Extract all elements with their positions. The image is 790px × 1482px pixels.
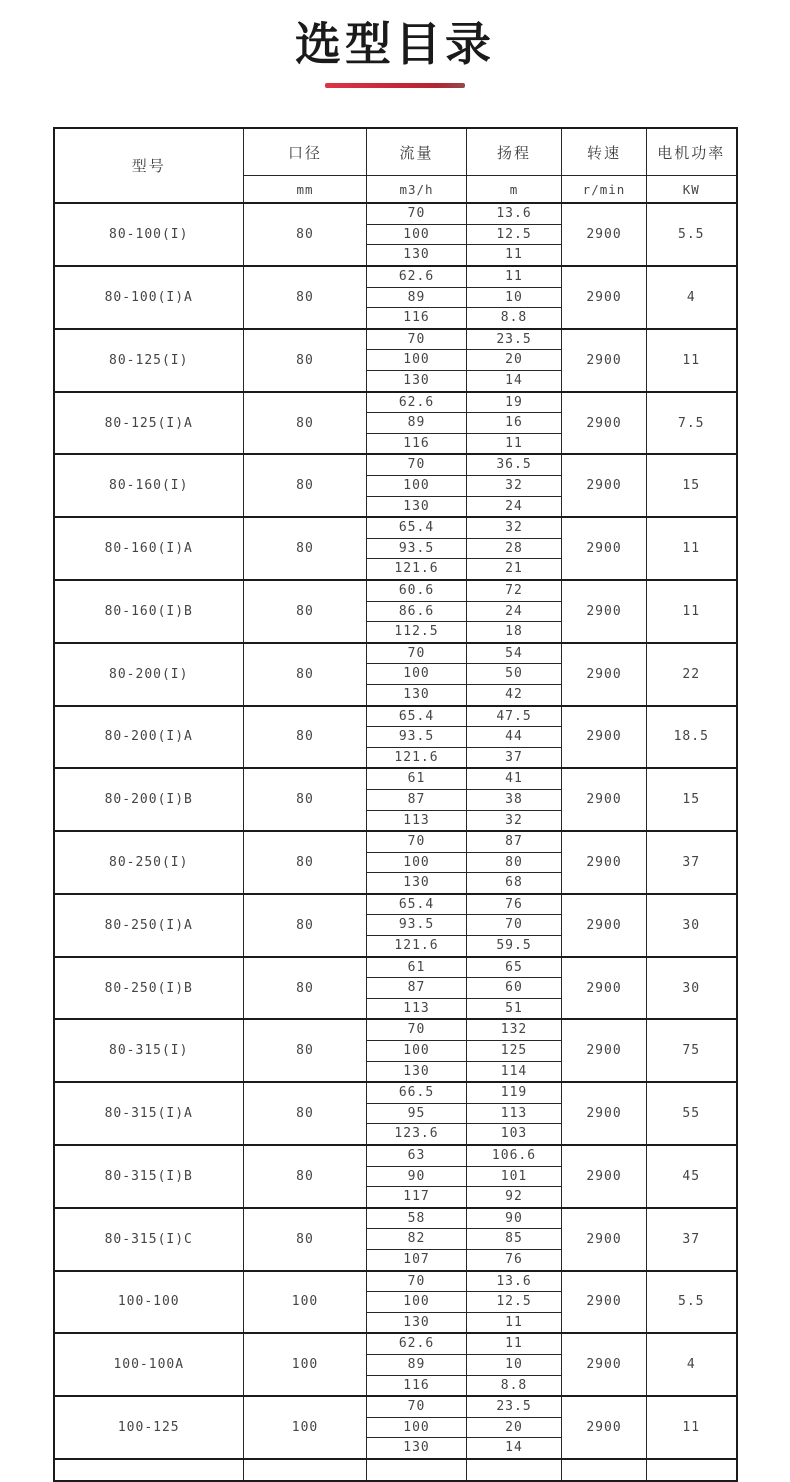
head-value: 54 — [505, 645, 523, 661]
head-value: 20 — [467, 349, 561, 370]
model-cell: 80-160(I)B — [54, 580, 244, 643]
flow-cell — [367, 768, 467, 831]
power-cell: 5.5 — [647, 1271, 737, 1334]
model-cell: 80-315(I)C — [54, 1208, 244, 1271]
table-row — [54, 1082, 737, 1145]
head-cell — [467, 392, 562, 455]
table-row-partial — [54, 1459, 737, 1481]
speed-cell: 2900 — [562, 1082, 647, 1145]
flow-value: 95 — [367, 1103, 466, 1124]
flow-value: 90 — [367, 1166, 466, 1187]
table-header — [54, 128, 737, 203]
head-value: 32 — [467, 810, 561, 831]
head-value: 36.5 — [496, 457, 532, 473]
head-value: 41 — [505, 771, 523, 787]
head-value: 47.5 — [496, 708, 532, 724]
table-row — [54, 1019, 737, 1082]
unit-diameter: mm — [244, 176, 367, 204]
flow-value: 116 — [367, 307, 466, 328]
flow-cell — [367, 1396, 467, 1459]
table-row — [54, 1396, 737, 1459]
diameter-cell: 80 — [244, 266, 367, 329]
head-cell — [467, 957, 562, 1020]
head-value: 16 — [467, 412, 561, 433]
power-cell: 4 — [647, 266, 737, 329]
table-row — [54, 517, 737, 580]
speed-cell: 2900 — [562, 580, 647, 643]
head-value: 11 — [467, 1312, 561, 1333]
unit-speed: r/min — [562, 176, 647, 204]
head-value: 119 — [500, 1085, 528, 1101]
empty-cell — [54, 1459, 244, 1481]
col-header-model: 型号 — [54, 128, 244, 203]
head-cell — [467, 1271, 562, 1334]
speed-cell: 2900 — [562, 1208, 647, 1271]
flow-value: 63 — [407, 1148, 426, 1164]
flow-value: 93.5 — [367, 538, 466, 559]
power-cell: 11 — [647, 517, 737, 580]
diameter-cell: 80 — [244, 1208, 367, 1271]
head-value: 14 — [467, 1437, 561, 1458]
flow-value: 112.5 — [367, 621, 466, 642]
col-header-power: 电机功率 — [647, 128, 737, 176]
head-value: 90 — [505, 1210, 523, 1226]
table-row — [54, 894, 737, 957]
flow-value: 130 — [367, 872, 466, 893]
col-header-diameter: 口径 — [244, 128, 367, 176]
diameter-cell: 80 — [244, 580, 367, 643]
flow-value: 66.5 — [398, 1085, 435, 1101]
empty-cell — [467, 1459, 562, 1481]
head-value: 87 — [505, 834, 523, 850]
head-value: 13.6 — [496, 206, 532, 222]
head-cell — [467, 1145, 562, 1208]
head-value: 125 — [467, 1040, 561, 1061]
head-value: 68 — [467, 872, 561, 893]
head-cell — [467, 768, 562, 831]
power-cell: 11 — [647, 1396, 737, 1459]
head-cell — [467, 1019, 562, 1082]
empty-cell — [367, 1459, 467, 1481]
head-value: 11 — [505, 269, 523, 285]
speed-cell: 2900 — [562, 1019, 647, 1082]
flow-value: 70 — [407, 331, 426, 347]
table-row — [54, 768, 737, 831]
head-cell — [467, 831, 562, 894]
flow-value: 100 — [367, 475, 466, 496]
empty-cell — [647, 1459, 737, 1481]
model-cell: 80-200(I)B — [54, 768, 244, 831]
model-cell: 80-200(I)A — [54, 706, 244, 769]
flow-value: 70 — [407, 1399, 426, 1415]
power-cell: 30 — [647, 957, 737, 1020]
flow-cell — [367, 329, 467, 392]
flow-value: 100 — [367, 1040, 466, 1061]
head-cell — [467, 894, 562, 957]
power-cell: 5.5 — [647, 203, 737, 266]
head-value: 113 — [467, 1103, 561, 1124]
flow-value: 100 — [367, 224, 466, 245]
model-cell: 80-160(I) — [54, 454, 244, 517]
flow-value: 93.5 — [367, 726, 466, 747]
flow-value: 89 — [367, 1354, 466, 1375]
model-cell: 80-125(I)A — [54, 392, 244, 455]
flow-cell — [367, 1208, 467, 1271]
head-value: 14 — [467, 370, 561, 391]
head-value: 20 — [467, 1417, 561, 1438]
flow-value: 130 — [367, 684, 466, 705]
empty-cell — [562, 1459, 647, 1481]
diameter-cell: 80 — [244, 1145, 367, 1208]
head-cell — [467, 1082, 562, 1145]
head-value: 37 — [467, 747, 561, 768]
flow-cell — [367, 957, 467, 1020]
model-cell: 80-250(I) — [54, 831, 244, 894]
power-cell: 11 — [647, 329, 737, 392]
head-value: 59.5 — [467, 935, 561, 956]
head-cell — [467, 329, 562, 392]
flow-value: 61 — [407, 959, 426, 975]
power-cell: 15 — [647, 768, 737, 831]
diameter-cell: 80 — [244, 706, 367, 769]
table-row — [54, 1145, 737, 1208]
diameter-cell: 80 — [244, 768, 367, 831]
head-value: 42 — [467, 684, 561, 705]
flow-cell — [367, 1082, 467, 1145]
flow-value: 130 — [367, 244, 466, 265]
power-cell: 7.5 — [647, 392, 737, 455]
head-value: 72 — [505, 582, 523, 598]
model-cell: 100-100 — [54, 1271, 244, 1334]
head-value: 10 — [467, 287, 561, 308]
flow-value: 123.6 — [367, 1123, 466, 1144]
diameter-cell: 100 — [244, 1396, 367, 1459]
table-row — [54, 1208, 737, 1271]
col-header-flow: 流量 — [367, 128, 467, 176]
head-cell — [467, 1396, 562, 1459]
diameter-cell: 80 — [244, 392, 367, 455]
speed-cell: 2900 — [562, 768, 647, 831]
flow-value: 87 — [367, 789, 466, 810]
head-value: 32 — [505, 520, 523, 536]
speed-cell: 2900 — [562, 454, 647, 517]
model-cell: 80-315(I)A — [54, 1082, 244, 1145]
power-cell: 75 — [647, 1019, 737, 1082]
model-cell: 80-315(I)B — [54, 1145, 244, 1208]
flow-cell — [367, 203, 467, 266]
flow-value: 121.6 — [367, 747, 466, 768]
diameter-cell: 80 — [244, 894, 367, 957]
power-cell: 11 — [647, 580, 737, 643]
col-header-head: 扬程 — [467, 128, 562, 176]
head-value: 11 — [467, 244, 561, 265]
head-value: 65 — [505, 959, 523, 975]
speed-cell: 2900 — [562, 706, 647, 769]
power-cell: 30 — [647, 894, 737, 957]
head-value: 101 — [467, 1166, 561, 1187]
head-value: 32 — [467, 475, 561, 496]
speed-cell: 2900 — [562, 392, 647, 455]
flow-value: 121.6 — [367, 935, 466, 956]
flow-value: 70 — [407, 834, 426, 850]
col-header-speed: 转速 — [562, 128, 647, 176]
head-cell — [467, 517, 562, 580]
flow-value: 100 — [367, 663, 466, 684]
head-value: 8.8 — [467, 307, 561, 328]
flow-value: 60.6 — [398, 582, 435, 598]
head-value: 76 — [505, 896, 523, 912]
model-cell: 80-100(I) — [54, 203, 244, 266]
head-value: 106.6 — [491, 1148, 537, 1164]
table-row — [54, 329, 737, 392]
head-cell — [467, 706, 562, 769]
power-cell: 45 — [647, 1145, 737, 1208]
head-cell — [467, 580, 562, 643]
diameter-cell: 80 — [244, 454, 367, 517]
flow-value: 130 — [367, 1312, 466, 1333]
head-cell — [467, 454, 562, 517]
flow-value: 130 — [367, 1437, 466, 1458]
flow-value: 61 — [407, 771, 426, 787]
head-value: 19 — [505, 394, 523, 410]
flow-value: 70 — [407, 206, 426, 222]
head-value: 28 — [467, 538, 561, 559]
head-value: 85 — [467, 1228, 561, 1249]
table-row — [54, 454, 737, 517]
power-cell: 18.5 — [647, 706, 737, 769]
speed-cell: 2900 — [562, 1145, 647, 1208]
diameter-cell: 80 — [244, 1082, 367, 1145]
head-value: 38 — [467, 789, 561, 810]
empty-cell — [244, 1459, 367, 1481]
flow-value: 121.6 — [367, 558, 466, 579]
title-section — [0, 0, 790, 88]
model-cell: 80-200(I) — [54, 643, 244, 706]
flow-value: 82 — [367, 1228, 466, 1249]
flow-value: 58 — [407, 1210, 426, 1226]
head-cell — [467, 1333, 562, 1396]
head-value: 50 — [467, 663, 561, 684]
unit-power: KW — [647, 176, 737, 204]
flow-cell — [367, 1019, 467, 1082]
diameter-cell: 100 — [244, 1333, 367, 1396]
head-value: 13.6 — [496, 1273, 532, 1289]
flow-value: 62.6 — [398, 269, 435, 285]
model-cell: 80-315(I) — [54, 1019, 244, 1082]
flow-value: 100 — [367, 852, 466, 873]
speed-cell: 2900 — [562, 1333, 647, 1396]
power-cell: 15 — [647, 454, 737, 517]
speed-cell: 2900 — [562, 1396, 647, 1459]
unit-flow: m3/h — [367, 176, 467, 204]
speed-cell: 2900 — [562, 831, 647, 894]
head-value: 51 — [467, 998, 561, 1019]
head-value: 10 — [467, 1354, 561, 1375]
head-value: 11 — [505, 1336, 523, 1352]
flow-value: 70 — [407, 645, 426, 661]
head-value: 12.5 — [467, 1291, 561, 1312]
table-row — [54, 957, 737, 1020]
flow-value: 89 — [367, 412, 466, 433]
flow-value: 116 — [367, 433, 466, 454]
flow-value: 65.4 — [398, 896, 435, 912]
head-value: 70 — [467, 914, 561, 935]
flow-cell — [367, 1333, 467, 1396]
page-title: 选型目录 — [295, 18, 495, 70]
model-cell: 80-125(I) — [54, 329, 244, 392]
head-value: 80 — [467, 852, 561, 873]
table-row — [54, 831, 737, 894]
head-value: 92 — [467, 1186, 561, 1207]
head-cell — [467, 266, 562, 329]
table-row — [54, 643, 737, 706]
flow-cell — [367, 643, 467, 706]
head-value: 103 — [467, 1123, 561, 1144]
flow-cell — [367, 266, 467, 329]
power-cell: 22 — [647, 643, 737, 706]
model-cell: 80-160(I)A — [54, 517, 244, 580]
flow-value: 107 — [367, 1249, 466, 1270]
head-value: 76 — [467, 1249, 561, 1270]
flow-value: 65.4 — [398, 708, 435, 724]
diameter-cell: 80 — [244, 643, 367, 706]
head-value: 114 — [467, 1061, 561, 1082]
table-row — [54, 706, 737, 769]
flow-cell — [367, 517, 467, 580]
flow-value: 70 — [407, 1273, 426, 1289]
head-cell — [467, 643, 562, 706]
head-value: 18 — [467, 621, 561, 642]
flow-value: 62.6 — [398, 1336, 435, 1352]
flow-value: 65.4 — [398, 520, 435, 536]
table-row — [54, 1271, 737, 1334]
table-row — [54, 266, 737, 329]
head-value: 21 — [467, 558, 561, 579]
flow-value: 93.5 — [367, 914, 466, 935]
speed-cell: 2900 — [562, 517, 647, 580]
head-value: 60 — [467, 977, 561, 998]
power-cell: 37 — [647, 831, 737, 894]
flow-value: 70 — [407, 1022, 426, 1038]
flow-value: 100 — [367, 1291, 466, 1312]
speed-cell: 2900 — [562, 957, 647, 1020]
speed-cell: 2900 — [562, 266, 647, 329]
flow-cell — [367, 1271, 467, 1334]
model-cell: 80-250(I)A — [54, 894, 244, 957]
table-row — [54, 392, 737, 455]
flow-value: 86.6 — [367, 601, 466, 622]
flow-value: 117 — [367, 1186, 466, 1207]
flow-cell — [367, 894, 467, 957]
title-underline-accent — [325, 83, 465, 88]
speed-cell: 2900 — [562, 894, 647, 957]
table-row — [54, 580, 737, 643]
model-cell: 80-100(I)A — [54, 266, 244, 329]
speed-cell: 2900 — [562, 203, 647, 266]
flow-value: 130 — [367, 1061, 466, 1082]
diameter-cell: 80 — [244, 831, 367, 894]
power-cell: 37 — [647, 1208, 737, 1271]
flow-cell — [367, 392, 467, 455]
flow-value: 62.6 — [398, 394, 435, 410]
unit-head: m — [467, 176, 562, 204]
flow-value: 89 — [367, 287, 466, 308]
model-cell: 100-100A — [54, 1333, 244, 1396]
flow-value: 130 — [367, 496, 466, 517]
selection-catalog-table — [53, 127, 738, 1482]
head-value: 23.5 — [496, 331, 532, 347]
head-value: 12.5 — [467, 224, 561, 245]
flow-value: 70 — [407, 457, 426, 473]
table-row — [54, 203, 737, 266]
speed-cell: 2900 — [562, 1271, 647, 1334]
speed-cell: 2900 — [562, 329, 647, 392]
diameter-cell: 80 — [244, 329, 367, 392]
speed-cell: 2900 — [562, 643, 647, 706]
diameter-cell: 100 — [244, 1271, 367, 1334]
head-value: 23.5 — [496, 1399, 532, 1415]
diameter-cell: 80 — [244, 1019, 367, 1082]
head-cell — [467, 1208, 562, 1271]
head-cell — [467, 203, 562, 266]
model-cell: 100-125 — [54, 1396, 244, 1459]
head-value: 132 — [500, 1022, 528, 1038]
power-cell: 55 — [647, 1082, 737, 1145]
flow-cell — [367, 580, 467, 643]
diameter-cell: 80 — [244, 957, 367, 1020]
flow-value: 113 — [367, 998, 466, 1019]
diameter-cell: 80 — [244, 517, 367, 580]
flow-cell — [367, 706, 467, 769]
head-value: 11 — [467, 433, 561, 454]
model-cell: 80-250(I)B — [54, 957, 244, 1020]
flow-value: 87 — [367, 977, 466, 998]
flow-value: 116 — [367, 1375, 466, 1396]
table-row — [54, 1333, 737, 1396]
head-value: 24 — [467, 601, 561, 622]
flow-value: 100 — [367, 349, 466, 370]
head-value: 8.8 — [467, 1375, 561, 1396]
flow-cell — [367, 1145, 467, 1208]
head-value: 24 — [467, 496, 561, 517]
flow-value: 130 — [367, 370, 466, 391]
flow-value: 100 — [367, 1417, 466, 1438]
power-cell: 4 — [647, 1333, 737, 1396]
flow-cell — [367, 454, 467, 517]
head-value: 44 — [467, 726, 561, 747]
diameter-cell: 80 — [244, 203, 367, 266]
flow-cell — [367, 831, 467, 894]
table-body — [54, 203, 737, 1481]
flow-value: 113 — [367, 810, 466, 831]
